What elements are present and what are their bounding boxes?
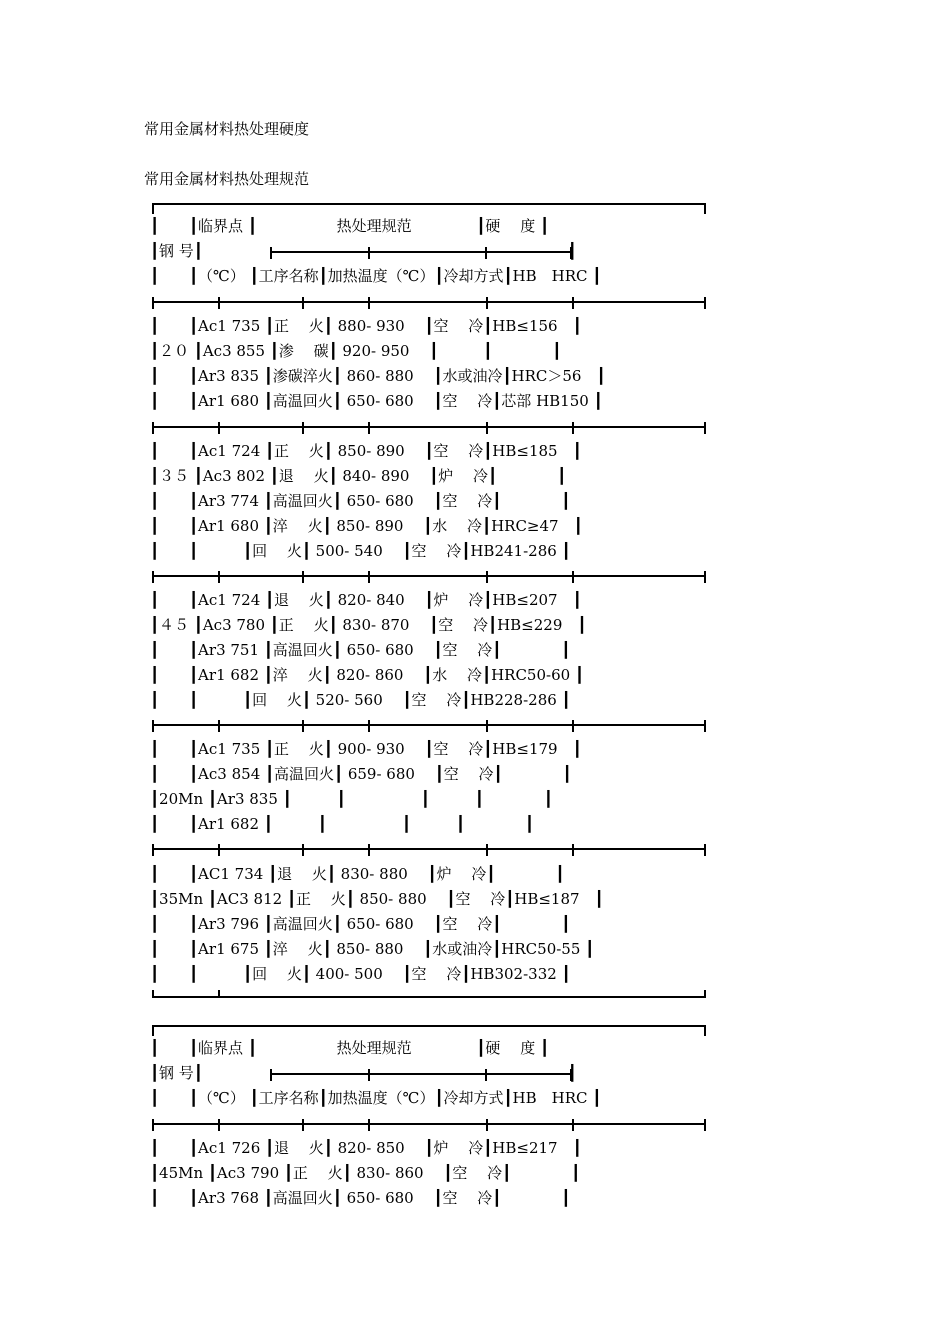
header-row-3: ┃ ┃（℃） ┃工序名称┃加热温度（℃）┃冷却方式┃HB HRC ┃ [150, 267, 602, 285]
document-title: 常用金属材料热处理硬度 [144, 120, 310, 138]
header-row-2: ┃钢 号┃ ┃ [150, 242, 577, 260]
header-row-3: ┃ ┃（℃） ┃工序名称┃加热温度（℃）┃冷却方式┃HB HRC ┃ [150, 1089, 602, 1107]
table-bottom-rule [152, 996, 706, 998]
table-row: ┃ ┃Ac1 724 ┃正 火┃ 850- 890 ┃空 冷┃HB≤185 ┃ [150, 442, 582, 460]
table-row: ┃ ┃Ac1 726 ┃退 火┃ 820- 850 ┃炉 冷┃HB≤217 ┃ [150, 1139, 582, 1157]
table-row: ┃２０ ┃Ac3 855 ┃渗 碳┃ 920- 950 ┃ ┃ ┃ [150, 342, 562, 360]
table-top-rule [152, 203, 706, 205]
table-row: ┃ ┃Ar1 682 ┃淬 火┃ 820- 860 ┃水 冷┃HRC50-60 ┃ [150, 666, 584, 684]
table-row: ┃ ┃Ar3 768 ┃高温回火┃ 650- 680 ┃空 冷┃ ┃ [150, 1189, 571, 1207]
table-row: ┃ ┃ ┃回 火┃ 500- 540 ┃空 冷┃HB241-286 ┃ [150, 542, 571, 560]
row-divider [152, 1123, 706, 1125]
table-row: ┃ ┃AC1 734 ┃退 火┃ 830- 880 ┃炉 冷┃ ┃ [150, 865, 565, 883]
table-row: ┃35Mn ┃AC3 812 ┃正 火┃ 850- 880 ┃空 冷┃HB≤187 ┃ [150, 890, 604, 908]
row-divider [152, 724, 706, 726]
table-row: ┃ ┃Ar3 796 ┃高温回火┃ 650- 680 ┃空 冷┃ ┃ [150, 915, 571, 933]
row-divider [152, 575, 706, 577]
section-title: 常用金属材料热处理规范 [144, 170, 310, 188]
table-row: ┃３５ ┃Ac3 802 ┃退 火┃ 840- 890 ┃炉 冷┃ ┃ [150, 467, 567, 485]
table-row: ┃ ┃Ac3 854 ┃高温回火┃ 659- 680 ┃空 冷┃ ┃ [150, 765, 572, 783]
table-row: ┃ ┃Ar3 751 ┃高温回火┃ 650- 680 ┃空 冷┃ ┃ [150, 641, 571, 659]
table-row: ┃ ┃ ┃回 火┃ 400- 500 ┃空 冷┃HB302-332 ┃ [150, 965, 571, 983]
table-row: ┃ ┃Ac1 735 ┃正 火┃ 900- 930 ┃空 冷┃HB≤179 ┃ [150, 740, 582, 758]
table-row: ┃ ┃Ac1 735 ┃正 火┃ 880- 930 ┃空 冷┃HB≤156 ┃ [150, 317, 582, 335]
table-row: ┃ ┃ ┃回 火┃ 520- 560 ┃空 冷┃HB228-286 ┃ [150, 691, 571, 709]
table-row: ┃ ┃Ar1 680 ┃高温回火┃ 650- 680 ┃空 冷┃芯部 HB150 ┃ [150, 392, 603, 410]
table-row: ┃４５ ┃Ac3 780 ┃正 火┃ 830- 870 ┃空 冷┃HB≤229 ┃ [150, 616, 587, 634]
row-divider [152, 848, 706, 850]
table-row: ┃ ┃Ar3 774 ┃高温回火┃ 650- 680 ┃空 冷┃ ┃ [150, 492, 571, 510]
row-divider [152, 301, 706, 303]
table-row: ┃ ┃Ar1 675 ┃淬 火┃ 850- 880 ┃水或油冷┃HRC50-55 ┃ [150, 940, 595, 958]
table-row: ┃ ┃Ac1 724 ┃退 火┃ 820- 840 ┃炉 冷┃HB≤207 ┃ [150, 591, 582, 609]
table-row: ┃45Mn ┃Ac3 790 ┃正 火┃ 830- 860 ┃空 冷┃ ┃ [150, 1164, 581, 1182]
table-row: ┃ ┃Ar3 835 ┃渗碳淬火┃ 860- 880 ┃水或油冷┃HRC＞56 ┃ [150, 367, 606, 385]
header-row-2: ┃钢 号┃ ┃ [150, 1064, 577, 1082]
table-row: ┃ ┃Ar1 682 ┃ ┃ ┃ ┃ ┃ [150, 815, 534, 833]
table-top-rule [152, 1025, 706, 1027]
row-divider [152, 426, 706, 428]
table-row: ┃20Mn ┃Ar3 835 ┃ ┃ ┃ ┃ ┃ [150, 790, 553, 808]
header-row-1: ┃ ┃临界点 ┃ 热处理规范 ┃硬 度 ┃ [150, 1039, 549, 1057]
header-row-1: ┃ ┃临界点 ┃ 热处理规范 ┃硬 度 ┃ [150, 217, 549, 235]
table-row: ┃ ┃Ar1 680 ┃淬 火┃ 850- 890 ┃水 冷┃HRC≥47 ┃ [150, 517, 583, 535]
